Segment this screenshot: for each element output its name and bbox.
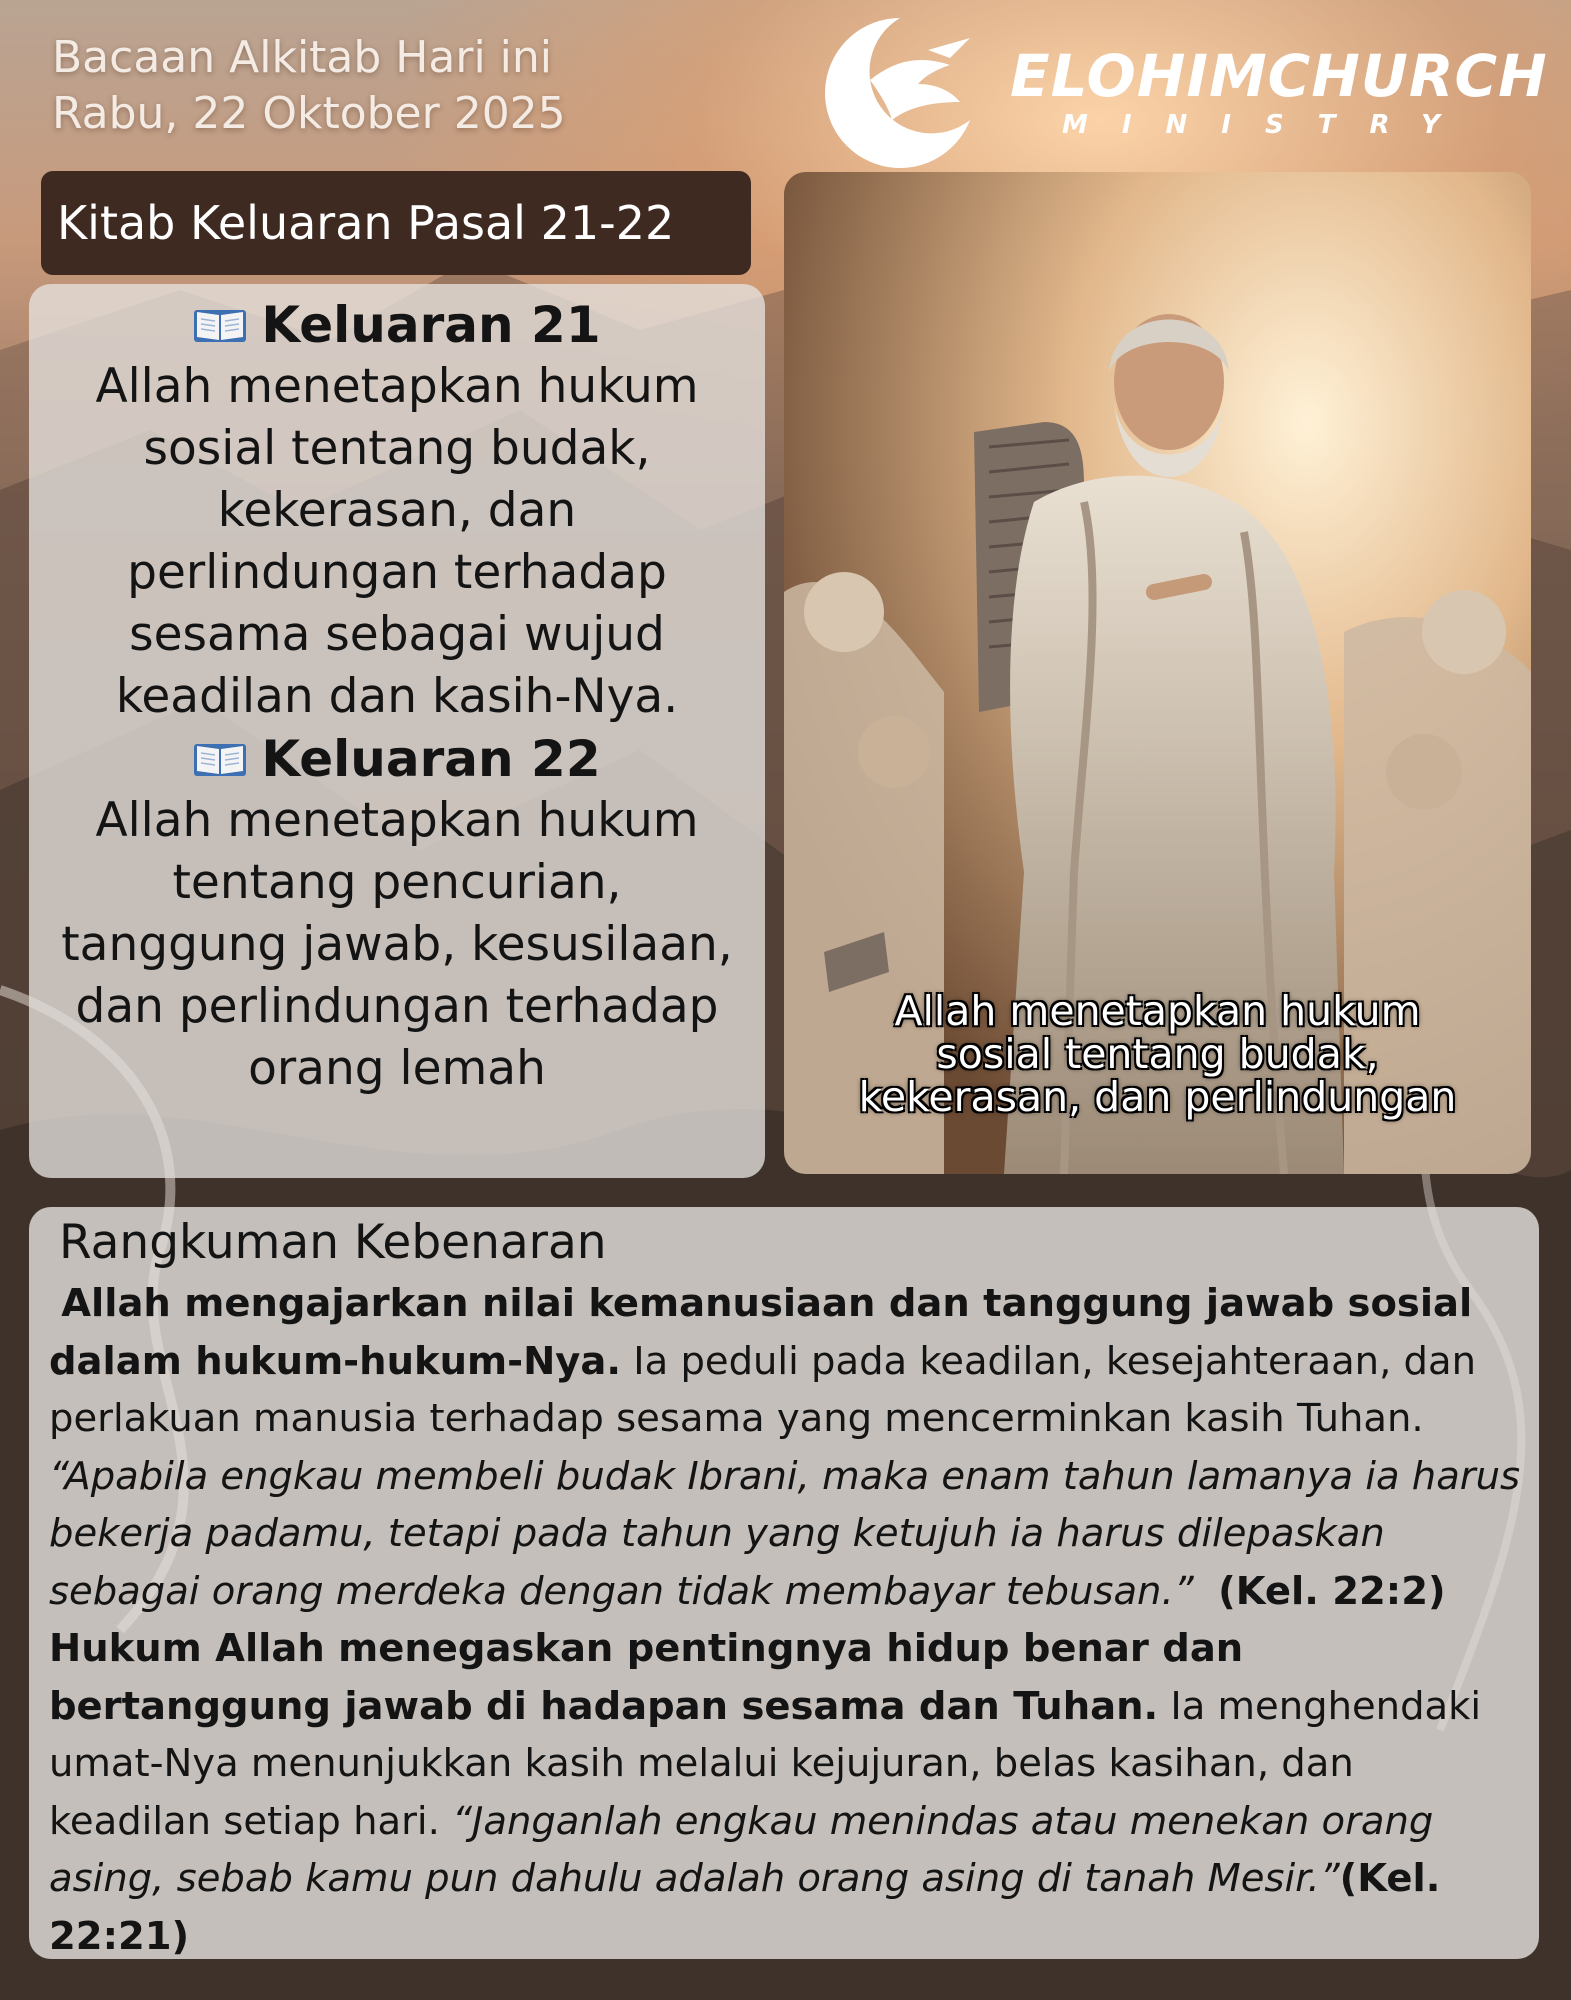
logo-name: ELOHIMCHURCH [1010,42,1548,110]
dove-crescent-icon [800,10,1000,170]
truth-summary-title: Rangkuman Kebenaran [59,1215,607,1270]
chapter-heading-21 [29,294,765,356]
caption-line: kekerasan, dan perlindungan [858,1073,1457,1121]
chapter-title: Keluaran 22 [261,730,601,788]
open-book-icon [193,306,247,344]
book-title-banner: Kitab Keluaran Pasal 21-22 [41,171,751,275]
logo-subtitle: MINISTRY [1062,110,1474,140]
church-logo [800,10,1548,170]
open-book-icon [193,740,247,778]
moses-illustration [784,172,1531,1174]
chapter-description: Allah menetapkan hukum tentang pencurian, tanggung jawab, kesusilaan, dan perlindungan terhadap orang lemah [61,793,733,1096]
truth-key-statement: Hukum Allah menegaskan pentingnya hidup benar dan bertanggung jawab di hadapan sesama dan Tuhan. [49,1626,1244,1729]
caption-line: Allah menetapkan hukum [894,987,1421,1035]
chapter-title: Keluaran 21 [261,296,601,354]
chapter-heading-22 [29,728,765,790]
scripture-quote: “Janganlah engkau menindas atau menekan orang asing, sebab kamu pun dahulu adalah orang asing di tanah Mesir.” [49,1798,1434,1901]
truth-paragraph-2 [49,1620,1525,1965]
chapter-summary-card [29,284,765,1178]
reading-title: Bacaan Alkitab Hari ini [52,32,552,83]
scripture-reference: (Kel. 22:2) [1218,1568,1446,1614]
truth-paragraph-1 [49,1275,1525,1620]
truth-summary-card [29,1207,1539,1959]
chapter-description: Allah menetapkan hukum sosial tentang budak, kekerasan, dan perlindungan terhadap sesama sebagai wujud keadilan dan kasih-Nya. [95,359,699,724]
truth-key-statement: Allah mengajarkan nilai kemanusiaan dan tanggung jawab sosial dalam hukum-hukum-Nya. [49,1281,1473,1384]
reading-date: Rabu, 22 Oktober 2025 [52,88,566,139]
reading-header [52,30,566,142]
truth-explanation: Ia menghendaki umat-Nya menunjukkan kasih melalui kejujuran, belas kasihan, dan keadilan setiap hari. [49,1683,1482,1844]
caption-line: sosial tentang budak, [936,1030,1379,1078]
illustration-caption [804,987,1511,1121]
scripture-quote: “Apabila engkau membeli budak Ibrani, maka enam tahun lamanya ia harus bekerja padamu, tetapi pada tahun yang ketujuh ia harus dilepaskan sebagai orang merdeka dengan tidak membayar tebusan.” [49,1453,1521,1614]
scripture-reference: (Kel. 22:21) [49,1856,1441,1959]
truth-explanation: Ia peduli pada keadilan, kesejahteraan, dan perlakuan manusia terhadap sesama yang mencerminkan kasih Tuhan. [49,1338,1476,1441]
